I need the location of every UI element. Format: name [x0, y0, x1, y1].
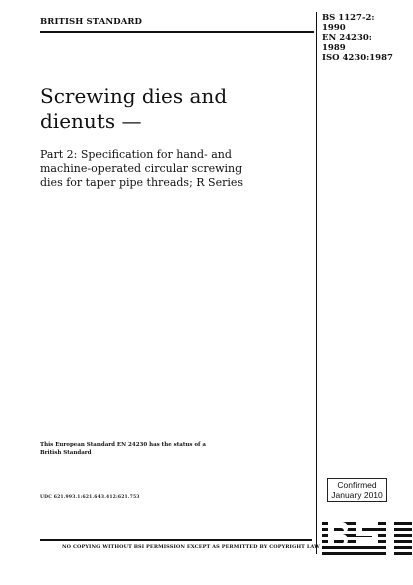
- confirmed-label: Confirmed: [337, 480, 377, 490]
- status-note-line: British Standard: [40, 450, 92, 456]
- standard-number: BS 1127-2:: [322, 13, 375, 23]
- publisher-label: BRITISH STANDARD: [40, 17, 143, 27]
- subtitle-line: dies for taper pipe threads; R Series: [40, 176, 244, 189]
- bottom-divider: [40, 539, 312, 541]
- subtitle-line: machine-operated circular screwing: [40, 162, 243, 175]
- standard-number: EN 24230:: [322, 33, 372, 43]
- top-divider: [40, 31, 314, 33]
- title-line: Screwing dies and: [40, 84, 228, 108]
- standard-number: 1989: [322, 43, 346, 53]
- document-subtitle: [40, 148, 310, 190]
- document-title: [40, 84, 310, 134]
- status-note: [40, 441, 270, 457]
- standard-number: ISO 4230:1987: [322, 53, 393, 63]
- bsi-kitemark-logo-icon: [322, 520, 412, 560]
- status-note-line: This European Standard EN 24230 has the status of a: [40, 442, 206, 448]
- confirmed-stamp: [327, 478, 387, 502]
- subtitle-line: Part 2: Specification for hand- and: [40, 148, 232, 161]
- udc-code: UDC 621.993.1:621.643.412:621.753: [40, 495, 140, 500]
- title-line: dienuts —: [40, 109, 142, 133]
- confirmed-date: January 2010: [331, 490, 383, 500]
- copyright-notice: NO COPYING WITHOUT BSI PERMISSION EXCEPT AS PERMITTED BY COPYRIGHT LAW: [62, 544, 320, 550]
- vertical-divider: [316, 12, 317, 554]
- standard-numbers: [322, 13, 410, 63]
- standard-number: 1990: [322, 23, 346, 33]
